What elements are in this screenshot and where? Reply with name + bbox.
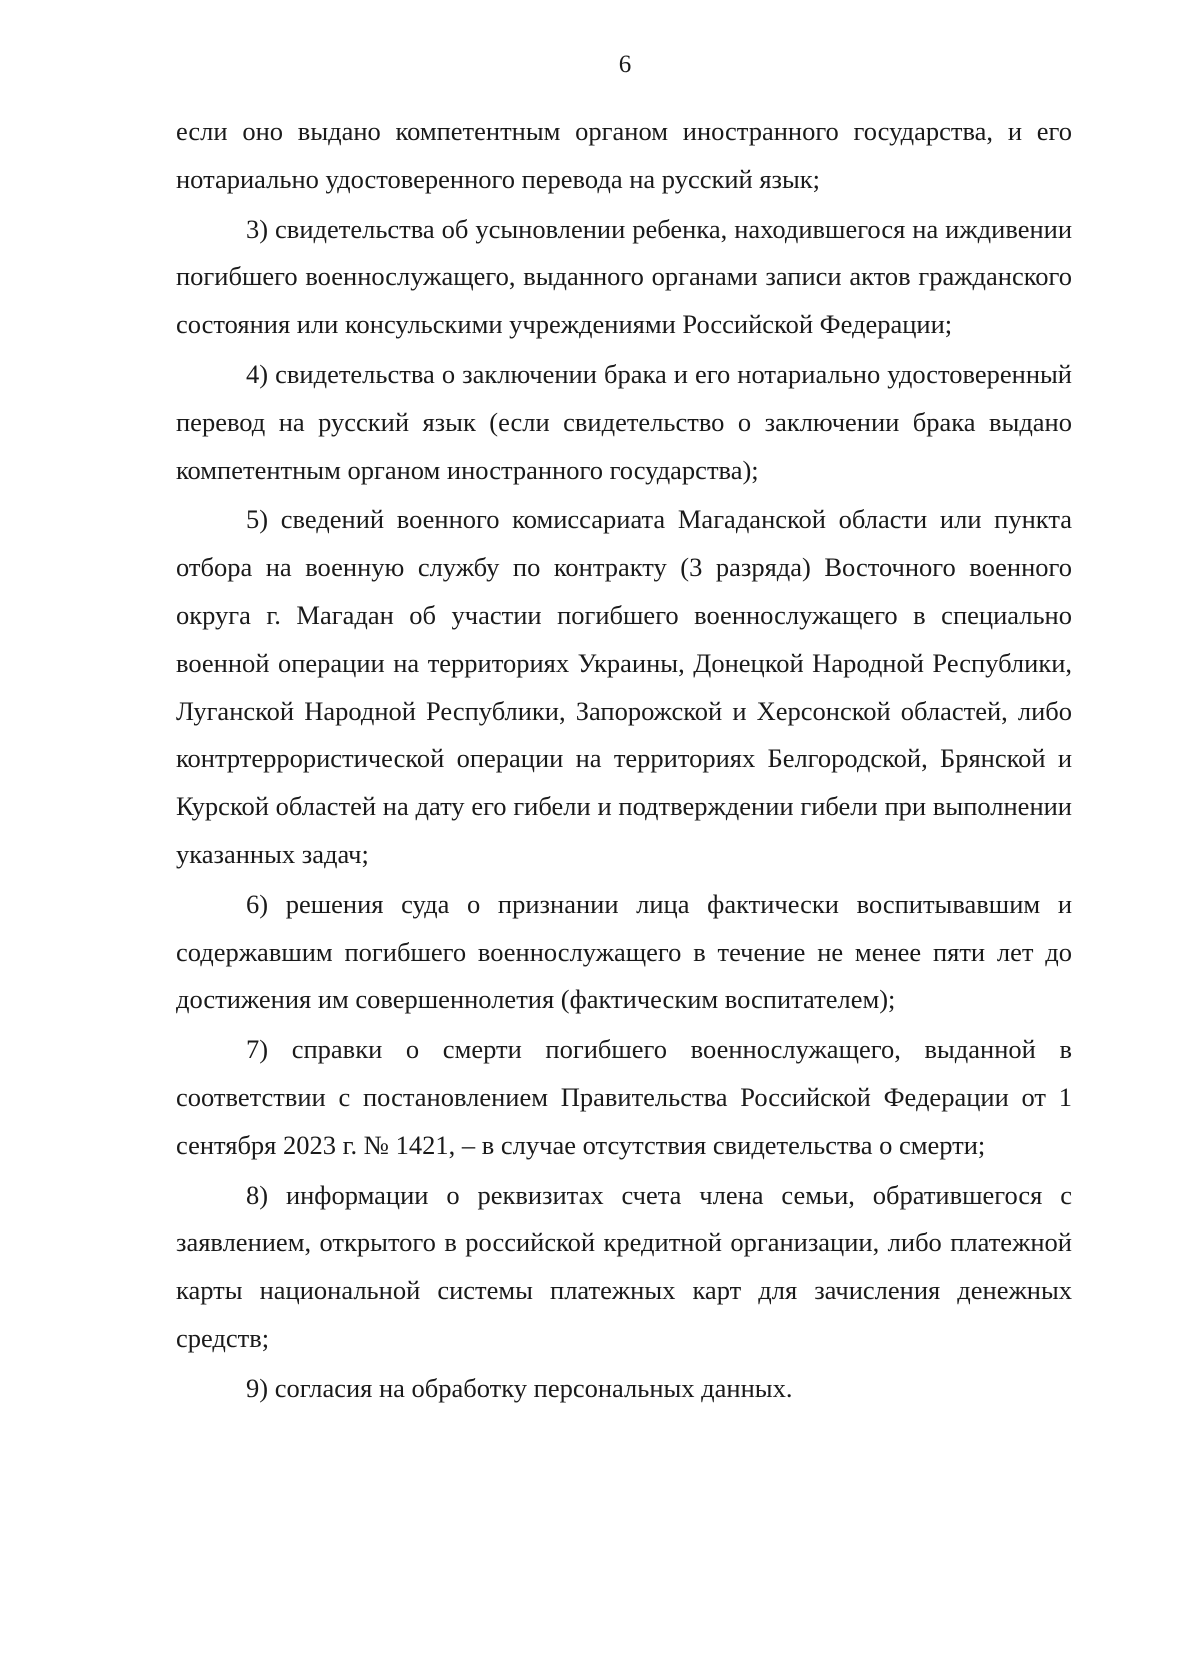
list-item-6: 6) решения суда о признании лица фактически воспитывавшим и содержавшим погибшего военнослужащего в течение не менее пяти лет до достижения им совершеннолетия (фактическим воспитателем); (176, 888, 1072, 1015)
document-body (176, 108, 1072, 1413)
page-number: 6 (618, 51, 632, 78)
list-item-5: 5) сведений военного комиссариата Магаданской области или пункта отбора на военную службу по контракту (3 разряда) Восточного военного округа г. Магадан об участии погибшего военнослужащего в специально военной операции на территориях Украины, Донецкой Народной Республики, Луганской Народной Республики, Запорожской и Херсонской областей, либо контртеррористической операции на территориях Белгородской, Брянской и Курской областей на дату его гибели и подтверждении гибели при выполнении указанных задач; (176, 504, 1072, 869)
list-item-9: 9) согласия на обработку персональных данных. (246, 1372, 793, 1403)
paragraph-continuation: если оно выдано компетентным органом иностранного государства, и его нотариально удостоверенного перевода на русский язык; (176, 116, 1072, 194)
list-item-4: 4) свидетельства о заключении брака и его нотариально удостоверенный перевод на русский язык (если свидетельство о заключении брака выдано компетентным органом иностранного государства); (176, 358, 1072, 485)
list-item-8: 8) информации о реквизитах счета члена семьи, обратившегося с заявлением, открытого в российской кредитной организации, либо платежной карты национальной системы платежных карт для зачисления денежных средств; (176, 1179, 1072, 1353)
list-item-7: 7) справки о смерти погибшего военнослужащего, выданной в соответствии с постановлением Правительства Российской Федерации от 1 сентября 2023 г. № 1421, – в случае отсутствия свидетельства о смерти; (176, 1034, 1072, 1160)
list-item-3: 3) свидетельства об усыновлении ребенка, находившегося на иждивении погибшего военнослужащего, выданного органами записи актов гражданского состояния или консульскими учреждениями Российской Федерации; (176, 213, 1072, 340)
